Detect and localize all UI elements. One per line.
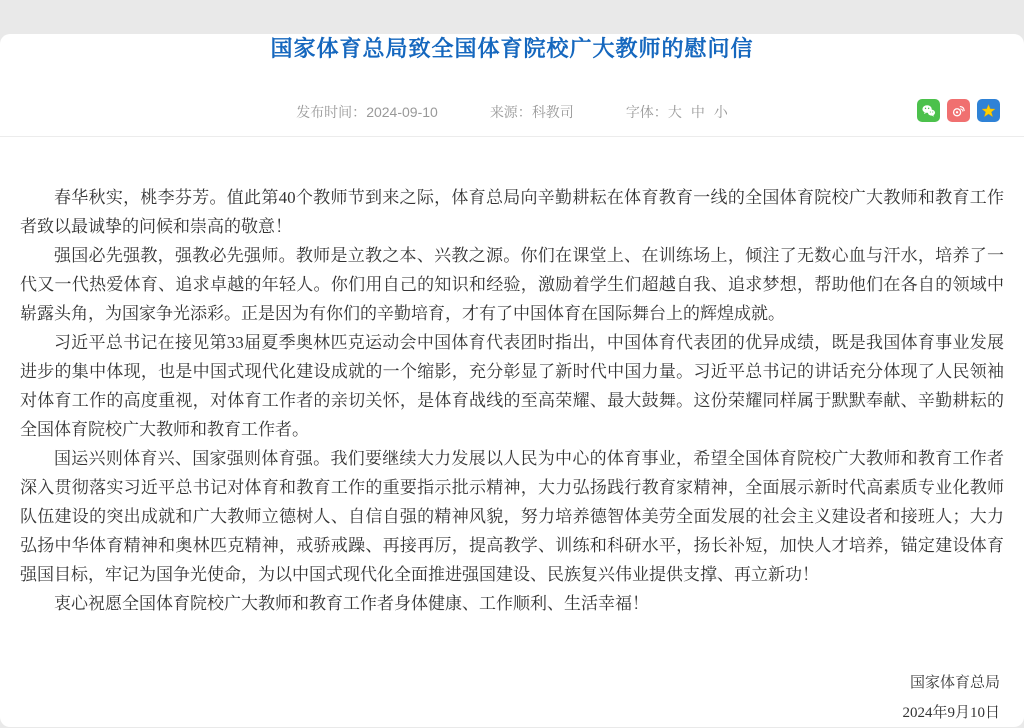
page-title: 国家体育总局致全国体育院校广大教师的慰问信 bbox=[270, 36, 754, 61]
meta-bar bbox=[0, 102, 1024, 137]
font-size-large-button[interactable]: 大 bbox=[667, 104, 682, 120]
font-size-label: 字体： bbox=[625, 104, 668, 120]
qzone-share-icon[interactable] bbox=[977, 99, 1000, 122]
article-page bbox=[0, 34, 1024, 727]
font-size-medium-button[interactable]: 中 bbox=[690, 104, 705, 120]
source bbox=[490, 102, 574, 122]
article-paragraph: 春华秋实，桃李芬芳。值此第40个教师节到来之际，体育总局向辛勤耕耘在体育教育一线的全国体育院校广大教师和教育工作者致以最诚挚的问候和崇高的敬意！ bbox=[20, 188, 1004, 236]
font-size-small-button[interactable]: 小 bbox=[713, 104, 728, 120]
share-buttons bbox=[917, 99, 1000, 122]
wechat-share-icon[interactable] bbox=[917, 99, 940, 122]
article-paragraph: 习近平总书记在接见第33届夏季奥林匹克运动会中国体育代表团时指出，中国体育代表团的优异成绩，既是我国体育事业发展进步的集中体现，也是中国式现代化建设成就的一个缩影，充分彰显了新时代中国力量。习近平总书记的讲话充分体现了人民领袖对体育工作的高度重视，对体育工作者的亲切关怀，是体育战线的至高荣耀、最大鼓舞。这份荣耀同样属于默默奉献、辛勤耕耘的全国体育院校广大教师和教育工作者。 bbox=[20, 333, 1004, 439]
publish-time bbox=[296, 102, 438, 122]
article-paragraph: 强国必先强教，强教必先强师。教师是立教之本、兴教之源。你们在课堂上、在训练场上，倾注了无数心血与汗水，培养了一代又一代热爱体育、追求卓越的年轻人。你们用自己的知识和经验，激励着学生们超越自我、追求梦想，帮助他们在各自的领域中崭露头角，为国家争光添彩。正是因为有你们的辛勤培育，才有了中国体育在国际舞台上的辉煌成就。 bbox=[20, 246, 1004, 323]
source-label: 来源： bbox=[489, 104, 532, 120]
article-paragraph: 国运兴则体育兴、国家强则体育强。我们要继续大力发展以人民为中心的体育事业，希望全国体育院校广大教师和教育工作者深入贯彻落实习近平总书记对体育和教育工作的重要指示批示精神，大力弘扬践行教育家精神，全面展示新时代高素质专业化教师队伍建设的突出成就和广大教师立德树人、自信自强的精神风貌，努力培养德智体美劳全面发展的社会主义建设者和接班人；大力弘扬中华体育精神和奥林匹克精神，戒骄戒躁、再接再厉，提高教学、训练和科研水平，扬长补短，加快人才培养，锚定建设体育强国目标，牢记为国争光使命，为以中国式现代化全面推进强国建设、民族复兴伟业提供支撑、再立新功！ bbox=[20, 449, 1004, 584]
source-value: 科教司 bbox=[531, 104, 574, 120]
signature: 国家体育总局 bbox=[909, 675, 1000, 691]
publish-time-value: 2024-09-10 bbox=[366, 104, 438, 120]
article-body bbox=[0, 137, 1024, 618]
weibo-share-icon[interactable] bbox=[947, 99, 970, 122]
publish-time-label: 发布时间： bbox=[296, 104, 367, 120]
meta-info bbox=[296, 102, 728, 122]
article-footer bbox=[0, 668, 1024, 728]
article-paragraph: 衷心祝愿全国体育院校广大教师和教育工作者身体健康、工作顺利、生活幸福！ bbox=[54, 594, 649, 613]
signature-date: 2024年9月10日 bbox=[902, 705, 1000, 721]
font-size-control bbox=[626, 102, 728, 122]
